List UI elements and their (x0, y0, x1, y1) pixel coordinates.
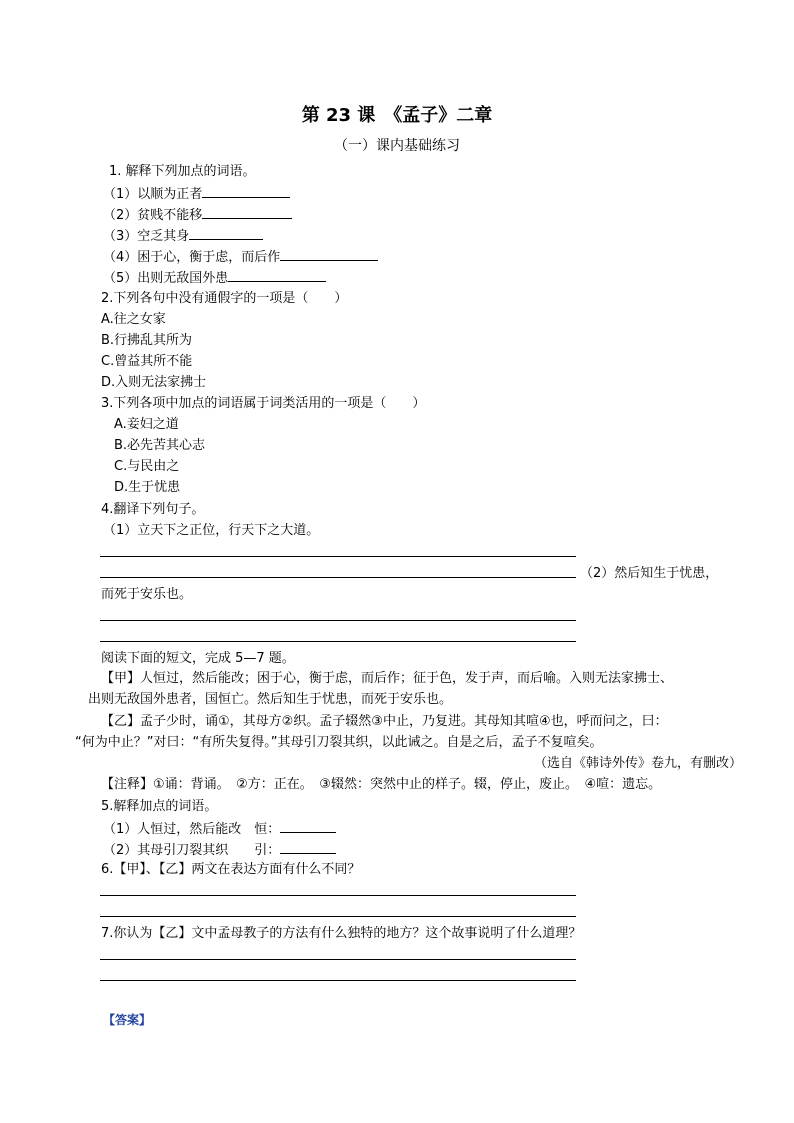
q4-item-1: （1）立天下之正位，行天下之大道。 (103, 523, 320, 538)
q1-item-1-text: （1）以顺为正者 (103, 187, 203, 202)
q4-item-2-part-a: （2）然后知生于忧患， (580, 566, 719, 581)
q1-item-4-blank[interactable] (280, 247, 378, 261)
q1-item-5-text: （5）出则无敌国外患 (103, 271, 229, 286)
lesson-title: 第 23 课 《孟子》二章 (301, 105, 493, 126)
q3-option-c[interactable]: C.与民由之 (114, 459, 180, 474)
q5-item-1-blank[interactable] (280, 819, 336, 833)
passage-jia-line-2: 出则无敌国外患者，国恒亡。然后知生于忧患，而死于安乐也。 (88, 692, 453, 707)
q3-option-b[interactable]: B.必先苦其心志 (114, 438, 206, 453)
q3-option-d[interactable]: D.生于忧患 (114, 480, 181, 495)
passage-yi-line-2: “何为中止？”对曰：“有所失复得。”其母引刀裂其织，以此诫之。自是之后，孟子不复喧矣。 (75, 735, 603, 750)
q5-item-1-text: （1）人恒过，然后能改 恒： (103, 822, 281, 837)
q3-stem: 3.下列各项中加点的词语属于词类活用的一项是（ ） (101, 396, 426, 411)
q4-answer-line-1[interactable] (100, 556, 576, 557)
q1-item-1 (103, 184, 290, 203)
q2-stem: 2.下列各句中没有通假字的一项是（ ） (101, 291, 348, 306)
q1-item-2-text: （2）贫贱不能移 (103, 208, 203, 223)
q7-answer-line-1[interactable] (100, 959, 576, 960)
answer-label: 【答案】 (103, 1013, 152, 1027)
q5-item-1 (103, 819, 336, 838)
passage-notes: 【注释】①诵：背诵。 ②方：正在。 ③辍然：突然中止的样子。辍，停止，废止。 ④喧：遗忘。 (101, 777, 662, 792)
section-subtitle: （一）课内基础练习 (334, 138, 460, 154)
q1-item-4-text: （4）困于心，衡于虑，而后作 (103, 250, 281, 265)
q1-item-4 (103, 247, 378, 266)
reading-intro: 阅读下面的短文，完成 5—7 题。 (101, 651, 295, 666)
q3-option-a[interactable]: A.妾妇之道 (114, 417, 179, 432)
q1-item-5 (103, 268, 326, 287)
q4-stem: 4.翻译下列句子。 (101, 502, 205, 517)
q7-answer-line-2[interactable] (100, 980, 576, 981)
q6-stem: 6.【甲】、【乙】两文在表达方面有什么不同？ (101, 862, 361, 877)
q5-item-2 (103, 840, 336, 859)
q4-item-2-part-b: 而死于安乐也。 (101, 587, 193, 602)
q2-option-d[interactable]: D.入则无法家拂士 (101, 375, 207, 390)
q5-item-2-blank[interactable] (280, 840, 336, 854)
q6-answer-line-2[interactable] (100, 916, 576, 917)
q1-stem: 1. 解释下列加点的词语。 (109, 164, 256, 179)
q7-stem: 7.你认为【乙】文中孟母教子的方法有什么独特的地方？这个故事说明了什么道理？ (101, 926, 582, 941)
q2-option-a[interactable]: A.往之女家 (101, 312, 166, 327)
q1-item-5-blank[interactable] (228, 268, 326, 282)
q6-answer-line-1[interactable] (100, 895, 576, 896)
passage-jia-line-1: 【甲】人恒过，然后能改；困于心，衡于虑，而后作；征于色，发于声，而后喻。入则无法家拂士、 (101, 671, 674, 686)
q1-item-2-blank[interactable] (202, 205, 292, 219)
q5-stem: 5.解释加点的词语。 (101, 799, 218, 814)
q2-option-c[interactable]: C.曾益其所不能 (101, 354, 193, 369)
q4-answer-line-2[interactable] (100, 577, 576, 578)
q1-item-2 (103, 205, 292, 224)
q1-item-3-blank[interactable] (189, 226, 263, 240)
passage-yi-line-1: 【乙】孟子少时，诵①，其母方②织。孟子辍然③中止，乃复进。其母知其喧④也，呼而问之，曰： (101, 714, 668, 729)
q1-item-1-blank[interactable] (202, 184, 290, 198)
q1-item-3-text: （3）空乏其身 (103, 229, 190, 244)
passage-source: （选自《韩诗外传》卷九，有删改） (533, 756, 742, 771)
q4-answer-line-3[interactable] (100, 620, 576, 621)
q1-item-3 (103, 226, 263, 245)
q4-answer-line-4[interactable] (100, 641, 576, 642)
q5-item-2-text: （2）其母引刀裂其织 引： (103, 843, 281, 858)
q2-option-b[interactable]: B.行拂乱其所为 (101, 333, 193, 348)
